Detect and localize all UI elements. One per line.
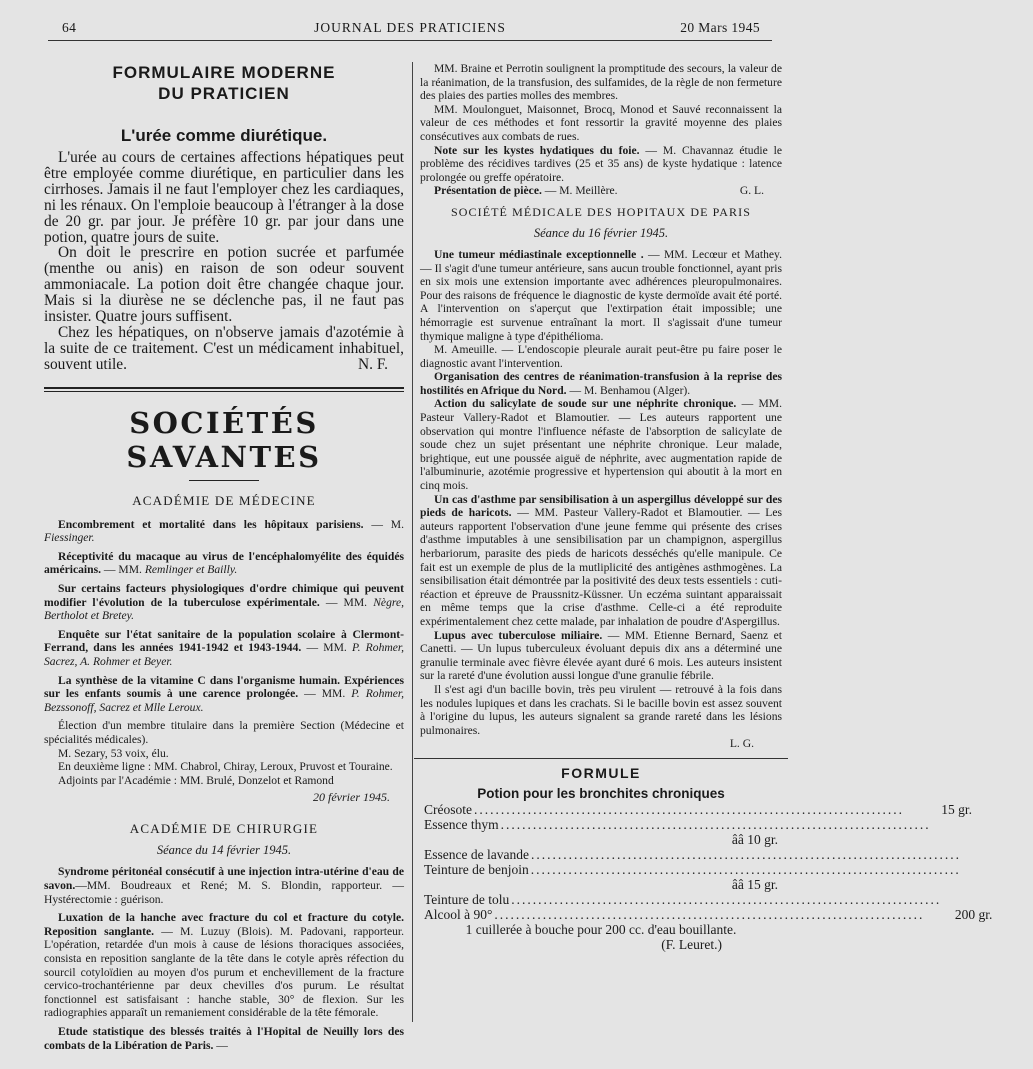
article-title: Sur certains facteurs physiologiques d'ordre chimique qui peuvent modifier l'évolution de la tuberculose expérimentale. <box>44 582 404 609</box>
leader-dots: ................................................................................ <box>494 907 925 923</box>
article-title: Organisation des centres de réanimation-transfusion à la reprise des hostilités en Afrique du Nord. <box>420 370 782 397</box>
article-item <box>420 683 782 737</box>
formule-author: (F. Leuret.) <box>661 937 722 953</box>
ingredient-dose <box>963 847 1033 862</box>
ingredient-name: Essence de lavande <box>424 847 529 863</box>
article-title: Lupus avec tuberculose miliaire. <box>434 628 603 642</box>
ingredient-dose <box>933 817 1003 832</box>
acad-medecine-title: ACADÉMIE DE MÉDECINE <box>132 492 316 508</box>
ingredient-dose: 15 gr. <box>941 802 972 818</box>
ingredient-name: Essence thym <box>424 817 499 833</box>
presentation-line <box>420 184 782 198</box>
formule-row <box>420 817 931 833</box>
article-item <box>44 865 404 906</box>
acad-chirurgie-title: ACADÉMIE DE CHIRURGIE <box>129 821 319 837</box>
column-separator <box>412 62 413 1022</box>
article-body: — M. Benhamou (Alger). <box>566 383 691 397</box>
issue-date: 20 Mars 1945 <box>680 20 760 35</box>
ingredient-name: Teinture de benjoin <box>424 862 529 878</box>
ingredient-name: Créosote <box>424 802 472 818</box>
article-body: — MM. <box>101 563 145 577</box>
note-para <box>420 144 782 185</box>
article-body: — <box>213 1038 228 1052</box>
ingredient-dose <box>963 862 1033 877</box>
presentation-rest: — M. Meillère. <box>541 184 618 198</box>
presentation-title: Présentation de pièce. <box>434 184 542 198</box>
formulaire-title-2: DU PRATICIEN <box>158 84 290 103</box>
hopitaux-title: SOCIÉTÉ MÉDICALE DES HOPITAUX DE PARIS <box>450 204 752 219</box>
article-title: Encombrement et mortalité dans les hôpitaux parisiens. <box>58 517 364 531</box>
election-date: 20 février 1945. <box>313 790 390 805</box>
uree-title: L'urée comme diurétique. <box>120 126 328 145</box>
article-item <box>420 397 782 492</box>
formule-row <box>420 907 993 923</box>
article-item <box>420 248 782 343</box>
election-3: En deuxième ligne : MM. Chabrol, Chiray, Leroux, Pruvost et Touraine. <box>58 760 393 774</box>
formule-instructions: 1 cuillerée à bouche pour 200 cc. d'eau bouillante. <box>465 922 737 938</box>
formule-dose-aa: ââ 15 gr. <box>731 877 778 893</box>
article-body: M. Ameuille. — L'endoscopie pleurale aurait peut-être pu faire poser le diagnostic avant l'intervention. <box>420 343 782 370</box>
uree-para-3-text: Chez les hépatiques, on n'observe jamais d'azotémie à la suite de ce traitement. C'est un médicament inhabituel, souvent utile. <box>44 323 404 373</box>
formule-row <box>420 862 961 878</box>
leader-dots: ................................................................................ <box>530 847 961 863</box>
article-body: — MM. Pasteur Vallery-Radot et Blamoutier. — Les auteurs rapportent une observation qui montre l'influence néfaste de l'absorption de salicylate de soude chez un sujet présentant une néphrite chronique. Leur malade, brightique, eut une poussée aiguë de néphrite, avec augmentation rapide de l'albuminurie, azotémie progressive et hypertension qui aboutit à la mort en cinq mois. <box>420 397 782 493</box>
leader-dots: ................................................................................ <box>500 817 931 833</box>
article-title: Action du salicylate de soude sur une néphrite chronique. <box>434 397 737 411</box>
article-item <box>420 343 782 370</box>
uree-para-3 <box>44 325 404 373</box>
ingredient-dose: 200 gr. <box>954 907 993 923</box>
formule-row <box>420 802 972 818</box>
article-title: Enquête sur l'état sanitaire de la population scolaire à Clermont-Ferrand, dans les années 1941-1942 et 1943-1944. <box>44 627 404 655</box>
article-body: — MM. <box>319 595 374 609</box>
formulaire-title-1: FORMULAIRE MODERNE <box>112 63 336 82</box>
article-item <box>44 674 404 715</box>
article-title: Syndrome péritonéal consécutif à une injection intra-utérine d'eau de savon. <box>44 865 404 892</box>
article-body: — MM. Etienne Bernard, Saenz et Canetti. — Un lupus tuberculeux évoluant depuis dix ans a déterminé une granulie terminale avec fièvre élevée ayant duré 6 mois. Les auteurs insistent sur la rareté d'une évolution aussi longue d'une granulie fébrile. <box>420 628 782 683</box>
article-body: — MM. Pasteur Vallery-Radot et Blamoutier. — Les auteurs rapportent l'observation d'une jeune femme qui présente des crises d'asthme imputables à une sensibilisation par un champignon, aspergillus herbariorum, parasite des pieds de haricots desséchés qu'elle manipule. Ce fait est un exemple de plus de la mutliplicité des antigènes asthmogènes. La sensibilisation était démontrée par la positivité des deux tests essentiels : cuti-réaction et épreuve de Praussnitz-Küssner. Un eczéma suintant apparaissait en même temps que la crise d'asthme. Celle-ci a été reproduite expérimentalement chez cette malade, par inhalation de poudre d'Aspergillus. <box>420 506 783 628</box>
leader-dots: ................................................................................ <box>511 892 942 908</box>
ingredient-dose <box>943 892 1013 907</box>
article-title: Etude statistique des blessés traités à l'Hopital de Neuilly lors des combats de la Libération de Paris. <box>44 1024 404 1052</box>
article-body: — M. <box>363 517 404 531</box>
article-authors: P. Rohmer, Sacrez, A. Rohmer et Beyer. <box>44 641 405 669</box>
article-title: Luxation de la hanche avec fracture du col et fracture du cotyle. Reposition sanglante. <box>44 911 404 938</box>
ingredient-name: Alcool à 90° <box>424 907 493 923</box>
article-item <box>420 493 782 629</box>
note-title: Note sur les kystes hydatiques du foie. <box>434 143 640 157</box>
article-item <box>44 550 404 577</box>
article-body: Il s'est agi d'un bacille bovin, très peu virulent — retrouvé à la fois dans les nodules lupiques et dans les crachats. Si le bacille bovin est assez souvent à l'origine du lupus, les auteurs signalent sa grande rareté dans les lésions pulmonaires. <box>420 682 782 737</box>
article-item <box>420 370 782 397</box>
article-title: Un cas d'asthme par sensibilisation à un aspergillus développé sur des pieds de haricots. <box>420 492 782 520</box>
article-item <box>44 1025 404 1052</box>
braine-para: MM. Braine et Perrotin soulignent la promptitude des secours, la valeur de la réanimation, de la transfusion, des sulfamides, de la règle de non fermeture des plaies des parties molles des membres. <box>420 62 782 103</box>
societes-rule <box>189 480 259 481</box>
journal-title: JOURNAL DES PRATICIENS <box>314 20 506 35</box>
left-column <box>44 62 405 1052</box>
page-header <box>48 20 772 40</box>
section-double-rule <box>44 387 404 392</box>
article-body: —MM. Boudreaux et René; M. S. Blondin, rapporteur. — Hystérectomie : guérison. <box>44 878 404 906</box>
uree-para-1: L'urée au cours de certaines affections hépatiques peut être employée comme diurétique, en particulier dans les cirrhoses. Jamais il ne faut l'employer chez les cardiaques, ni les rénaux. On l'emploie beaucoup à l'étranger à la dose de 20 gr. par jour. Je préfère 10 gr. par jour dans une potion, quatre jours de suite. <box>44 149 404 246</box>
article-item <box>44 911 404 1020</box>
formule-rows <box>420 802 993 923</box>
article-authors: Nègre, Bertholot et Bretey. <box>44 595 404 623</box>
election-2: M. Sezary, 53 voix, élu. <box>58 746 169 760</box>
uree-signature: N. F. <box>358 355 388 373</box>
article-item <box>44 628 404 669</box>
article-body: — M. Luzuy (Blois). M. Padovani, rapporteur. L'opération, retardée d'un mois à cause de lésions thoraciques associées, consista en reposition sanglante de la tête dans le cotyle après réfection du sourcil cotyloïdien au moyen d'os purum et enchevillement de la fracture cervico-trochantérienne par deux chevilles d'os purum. Le résultat fonctionnel est satisfaisant : hanche stable, 30° de flexion. Sur les radiographies apparaît un remaniement considérable de la tête fémorale. <box>44 924 404 1020</box>
formule-rule <box>414 758 788 759</box>
med-items <box>44 518 404 715</box>
leader-dots: ................................................................................ <box>530 862 961 878</box>
article-body: — MM. Lecœur et Mathey. — Il s'agit d'une tumeur antérieure, sans aucun trouble fonctionnel, ayant pris en six mois une extension importante avec adhérences pleuropulmonaires. Pour des raisons de fréquence le diagnostic de kyste dermoïde avait été porté. A l'intervention on s'aperçut que l'extirpation était impossible; une hémorragie est survenue entraînant la mort. Il s'agissait d'une tumeur thymique maligne à type d'épithélioma. <box>420 247 782 343</box>
article-item <box>44 518 404 545</box>
article-item <box>44 582 404 623</box>
election-1: Élection d'un membre titulaire dans la première Section (Médecine et spécialités médicales). <box>44 719 404 746</box>
election-4: Adjoints par l'Académie : MM. Brulé, Donzelot et Ramond <box>58 773 334 787</box>
article-authors: Remlinger et Bailly. <box>144 563 238 577</box>
right-column <box>420 62 993 1020</box>
article-item <box>420 629 782 683</box>
article-body: — MM. <box>298 687 352 701</box>
header-rule <box>48 40 772 41</box>
hopitaux-signature: L. G. <box>729 737 754 751</box>
page-number: 64 <box>62 20 77 35</box>
chir-seance: Séance du 14 février 1945. <box>156 843 292 858</box>
uree-para-2: On doit le prescrire en potion sucrée et parfumée (menthe ou anis) en raison de son odeur souvent ammoniacale. La potion doit être changée chaque jour. Mais si la diurèse ne se déclenche pas, il ne faut pas insister. Quatre jours suffisent. <box>44 244 404 326</box>
moulonguet-para: MM. Moulonguet, Maisonnet, Brocq, Monod et Sauvé reconnaissent la valeur de ces méthodes et font ressortir la gravité moyenne des plaies consécutives aux combats de rues. <box>420 102 782 143</box>
article-title: Réceptivité du macaque au virus de l'encéphalomyélite des équidés américains. <box>44 549 404 577</box>
formule-row <box>420 892 942 908</box>
note-rest: — M. Chavannaz étudie le problème des récidives tardives (25 et 35 ans) de kyste hydatique : latence prolongée ou greffe opératoire. <box>420 143 782 184</box>
article-title: Une tumeur médiastinale exceptionnelle . <box>434 247 644 261</box>
article-authors: P. Rohmer, Bezssonoff, Sacrez et Mlle Leroux. <box>44 687 405 714</box>
formule-row <box>420 847 961 863</box>
formule-subtitle: Potion pour les bronchites chroniques <box>477 786 725 802</box>
ingredient-name: Teinture de tolu <box>424 892 510 908</box>
formule-dose-aa: ââ 10 gr. <box>731 832 778 848</box>
presentation-signature: G. L. <box>739 184 764 198</box>
article-authors: Fiessinger. <box>44 531 95 545</box>
article-title: La synthèse de la vitamine C dans l'organisme humain. Expériences sur les enfants soumis à une carence prolongée. <box>44 673 404 701</box>
article-body: — MM. <box>301 641 352 655</box>
leader-dots: ................................................................................ <box>474 802 904 818</box>
chir-items <box>44 865 404 1052</box>
hopitaux-seance: Séance du 16 février 1945. <box>533 225 669 240</box>
hop-items <box>420 248 782 737</box>
formule-title: FORMULE <box>561 765 641 782</box>
societes-title: SOCIÉTÉS SAVANTES <box>126 405 322 474</box>
